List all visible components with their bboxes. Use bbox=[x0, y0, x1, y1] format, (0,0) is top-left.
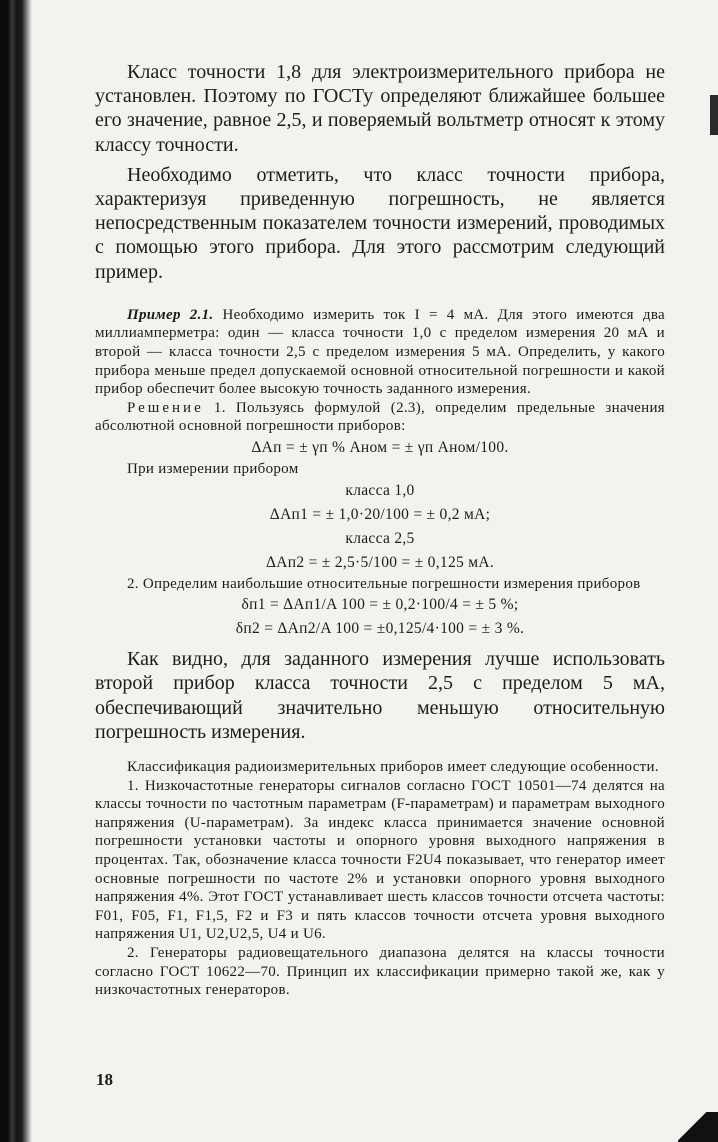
formula-relative-1: δп1 = ΔAп1/A 100 = ± 0,2·100/4 = ± 5 %; bbox=[241, 596, 519, 614]
scan-edge-mark bbox=[710, 95, 718, 135]
paragraph-class-1-8: Класс точности 1,8 для электроизмерительного прибора не установлен. Поэтому по ГОСТу определяют ближайшее большее его значение, равное 2,5, и поверяемый вольтметр относят к этому классу точности. bbox=[95, 61, 665, 156]
book-spine-shadow bbox=[0, 0, 32, 1142]
formula-relative-2: δп2 = ΔAп2/A 100 = ±0,125/4·100 = ± 3 %. bbox=[235, 620, 525, 638]
paragraph-class-note: Необходимо отметить, что класс точности прибора, характеризуя приведенную погрешность, не является непосредственным показателем точности измерений, проводимых с помощью этого прибора. Для этого рассмотрим следующий пример. bbox=[95, 163, 665, 283]
classification-intro: Классификация радиоизмерительных приборов имеет следующие особенности. bbox=[127, 758, 659, 775]
formula-device-2: ΔAп2 = ± 2,5·5/100 = ± 0,125 мА. bbox=[265, 553, 495, 571]
solution-label: Решение bbox=[127, 399, 204, 416]
solution-text: 1. Пользуясь формулой (2.3), определим предельные значения абсолютной основной погрешности приборов: bbox=[95, 399, 665, 435]
page-body bbox=[95, 60, 665, 1000]
formula-device-1: ΔAп1 = ± 1,0·20/100 = ± 0,2 мА; bbox=[269, 505, 491, 523]
class-1-0-label: класса 1,0 bbox=[345, 481, 415, 499]
example-label: Пример 2.1. bbox=[127, 306, 214, 323]
step-2-text: 2. Определим наибольшие относительные погрешности измерения приборов bbox=[127, 575, 641, 592]
scan-corner-mark bbox=[678, 1112, 718, 1142]
solution-paragraph bbox=[95, 399, 665, 436]
example-paragraph bbox=[95, 306, 665, 399]
example-text: Необходимо измерить ток I = 4 мА. Для этого имеются два миллиамперметра: один — класса точности 1,0 с пределом измерения 20 мА и второй — класса точности 2,5 с пределом измерения 5 мА. Определить, у какого прибора меньше предел допускаемой основной относительной погрешности и какой прибор обеспечит более высокую точность заданного измерения. bbox=[95, 306, 665, 398]
conclusion-paragraph: Как видно, для заданного измерения лучше использовать второй прибор класса точности 2,5 с пределом 5 мА, обеспечивающий значительно меньшую относительную погрешность измерения. bbox=[95, 648, 665, 743]
lf-generators-paragraph: 1. Низкочастотные генераторы сигналов согласно ГОСТ 10501—74 делятся на классы точности по частотным параметрам (F-параметрам) и параметрам выходного напряжения (U-параметрам). За индекс класса принимается значение основной погрешности установки частоты и опорного уровня выходного напряжения в процентах. Так, обозначение класса точности F2U4 показывает, что генератор имеет основные погрешности по частоте 2% и установки опорного уровня выходного напряжения 4%. Этот ГОСТ устанавливает шесть классов точности отсчета частоты: F01, F05, F1, F1,5, F2 и F3 и пять классов точности отсчета уровня выходного напряжения U1, U2,U2,5, U4 и U6. bbox=[95, 777, 665, 943]
when-measuring-text: При измерении прибором bbox=[127, 460, 299, 477]
rf-generators-paragraph: 2. Генераторы радиовещательного диапазона делятся на классы точности согласно ГОСТ 10622—70. Принцип их классификации примерно такой же, как у низкочастотных генераторов. bbox=[95, 944, 665, 999]
page-number: 18 bbox=[96, 1070, 113, 1089]
class-2-5-label: класса 2,5 bbox=[345, 529, 415, 547]
formula-absolute-error: ΔAп = ± γп % Aном = ± γп Aном/100. bbox=[251, 438, 509, 456]
